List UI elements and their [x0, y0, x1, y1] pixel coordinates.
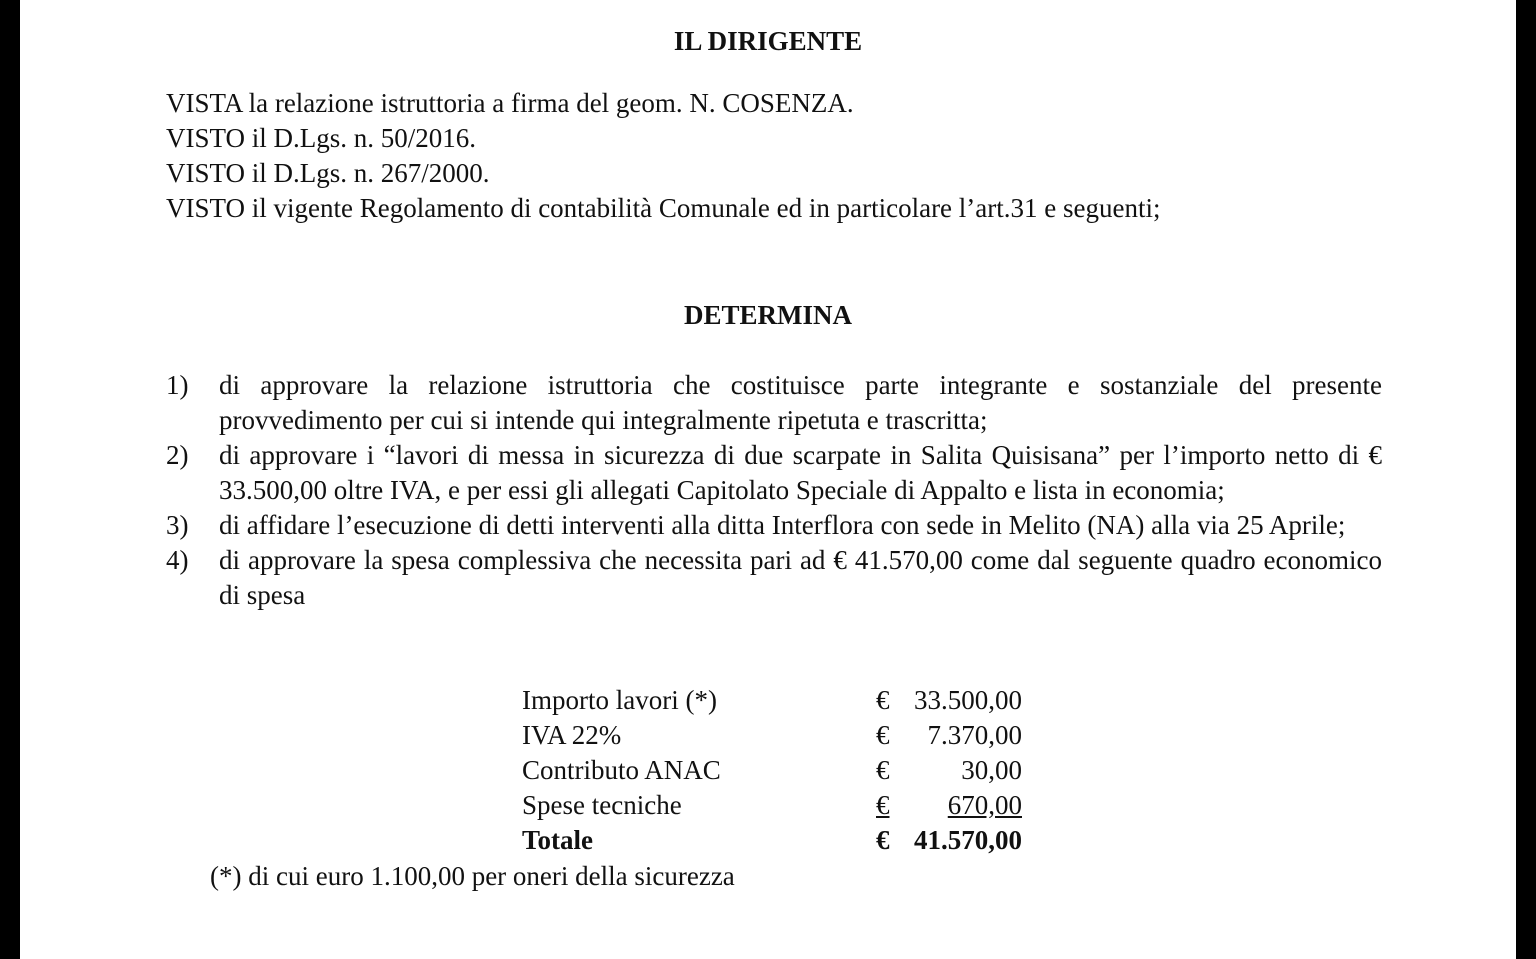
- document-page: [20, 0, 1516, 959]
- premise-line: VISTO il vigente Regolamento di contabilità Comunale ed in particolare l’art.31 e seguenti;: [166, 193, 1161, 223]
- item-text: di approvare la spesa complessiva che necessita pari ad € 41.570,00 come dal seguente quadro economico di spesa: [219, 545, 1382, 610]
- table-row: [522, 788, 1022, 823]
- footnote: (*) di cui euro 1.100,00 per oneri della sicurezza: [210, 861, 735, 891]
- premise-line: VISTA la relazione istruttoria a firma del geom. N. COSENZA.: [166, 88, 854, 118]
- item-number: 1): [166, 370, 189, 400]
- item-number: 3): [166, 510, 189, 540]
- currency-symbol: €: [876, 825, 890, 855]
- table-row: [522, 753, 1022, 788]
- cost-amount: 7.370,00: [927, 720, 1022, 750]
- item-text: di approvare la relazione istruttoria che costituisce parte integrante e sostanziale del presente provvedimento per cui si intende qui integralmente ripetuta e trascritta;: [219, 370, 1382, 435]
- currency-symbol: €: [876, 685, 890, 715]
- cost-label: Spese tecniche: [522, 790, 682, 820]
- cost-amount: 30,00: [961, 755, 1022, 785]
- currency-symbol: €: [876, 720, 890, 750]
- total-label: Totale: [522, 825, 594, 855]
- determina-item: [166, 508, 1382, 543]
- currency-symbol: €: [876, 790, 890, 820]
- quadro-economico-table: [522, 683, 1022, 858]
- table-row: [522, 718, 1022, 753]
- premise-line: VISTO il D.Lgs. n. 50/2016.: [166, 123, 477, 153]
- total-row: [522, 823, 1022, 858]
- determina-item: [166, 368, 1382, 438]
- table-row: [522, 683, 1022, 718]
- premise-line: VISTO il D.Lgs. n. 267/2000.: [166, 158, 490, 188]
- determina-item: [166, 438, 1382, 508]
- cost-amount: 670,00: [947, 790, 1022, 820]
- total-amount: 41.570,00: [914, 825, 1022, 855]
- item-number: 4): [166, 545, 189, 575]
- cost-label: Importo lavori (*): [522, 685, 717, 715]
- premises-block: [166, 86, 1406, 226]
- cost-label: IVA 22%: [522, 720, 622, 750]
- heading-determina: DETERMINA: [683, 300, 852, 330]
- item-text: di affidare l’esecuzione di detti interventi alla ditta Interflora con sede in Melito (NA) alla via 25 Aprile;: [219, 510, 1346, 540]
- cost-label: Contributo ANAC: [522, 755, 721, 785]
- item-number: 2): [166, 440, 189, 470]
- heading-il-dirigente: IL DIRIGENTE: [673, 26, 863, 56]
- currency-symbol: €: [876, 755, 890, 785]
- item-text: di approvare i “lavori di messa in sicurezza di due scarpate in Salita Quisisana” per l’importo netto di € 33.500,00 oltre IVA, e per essi gli allegati Capitolato Speciale di Appalto e lista in economia;: [219, 440, 1382, 505]
- determina-items: [166, 368, 1382, 613]
- determina-item: [166, 543, 1382, 613]
- cost-amount: 33.500,00: [914, 685, 1022, 715]
